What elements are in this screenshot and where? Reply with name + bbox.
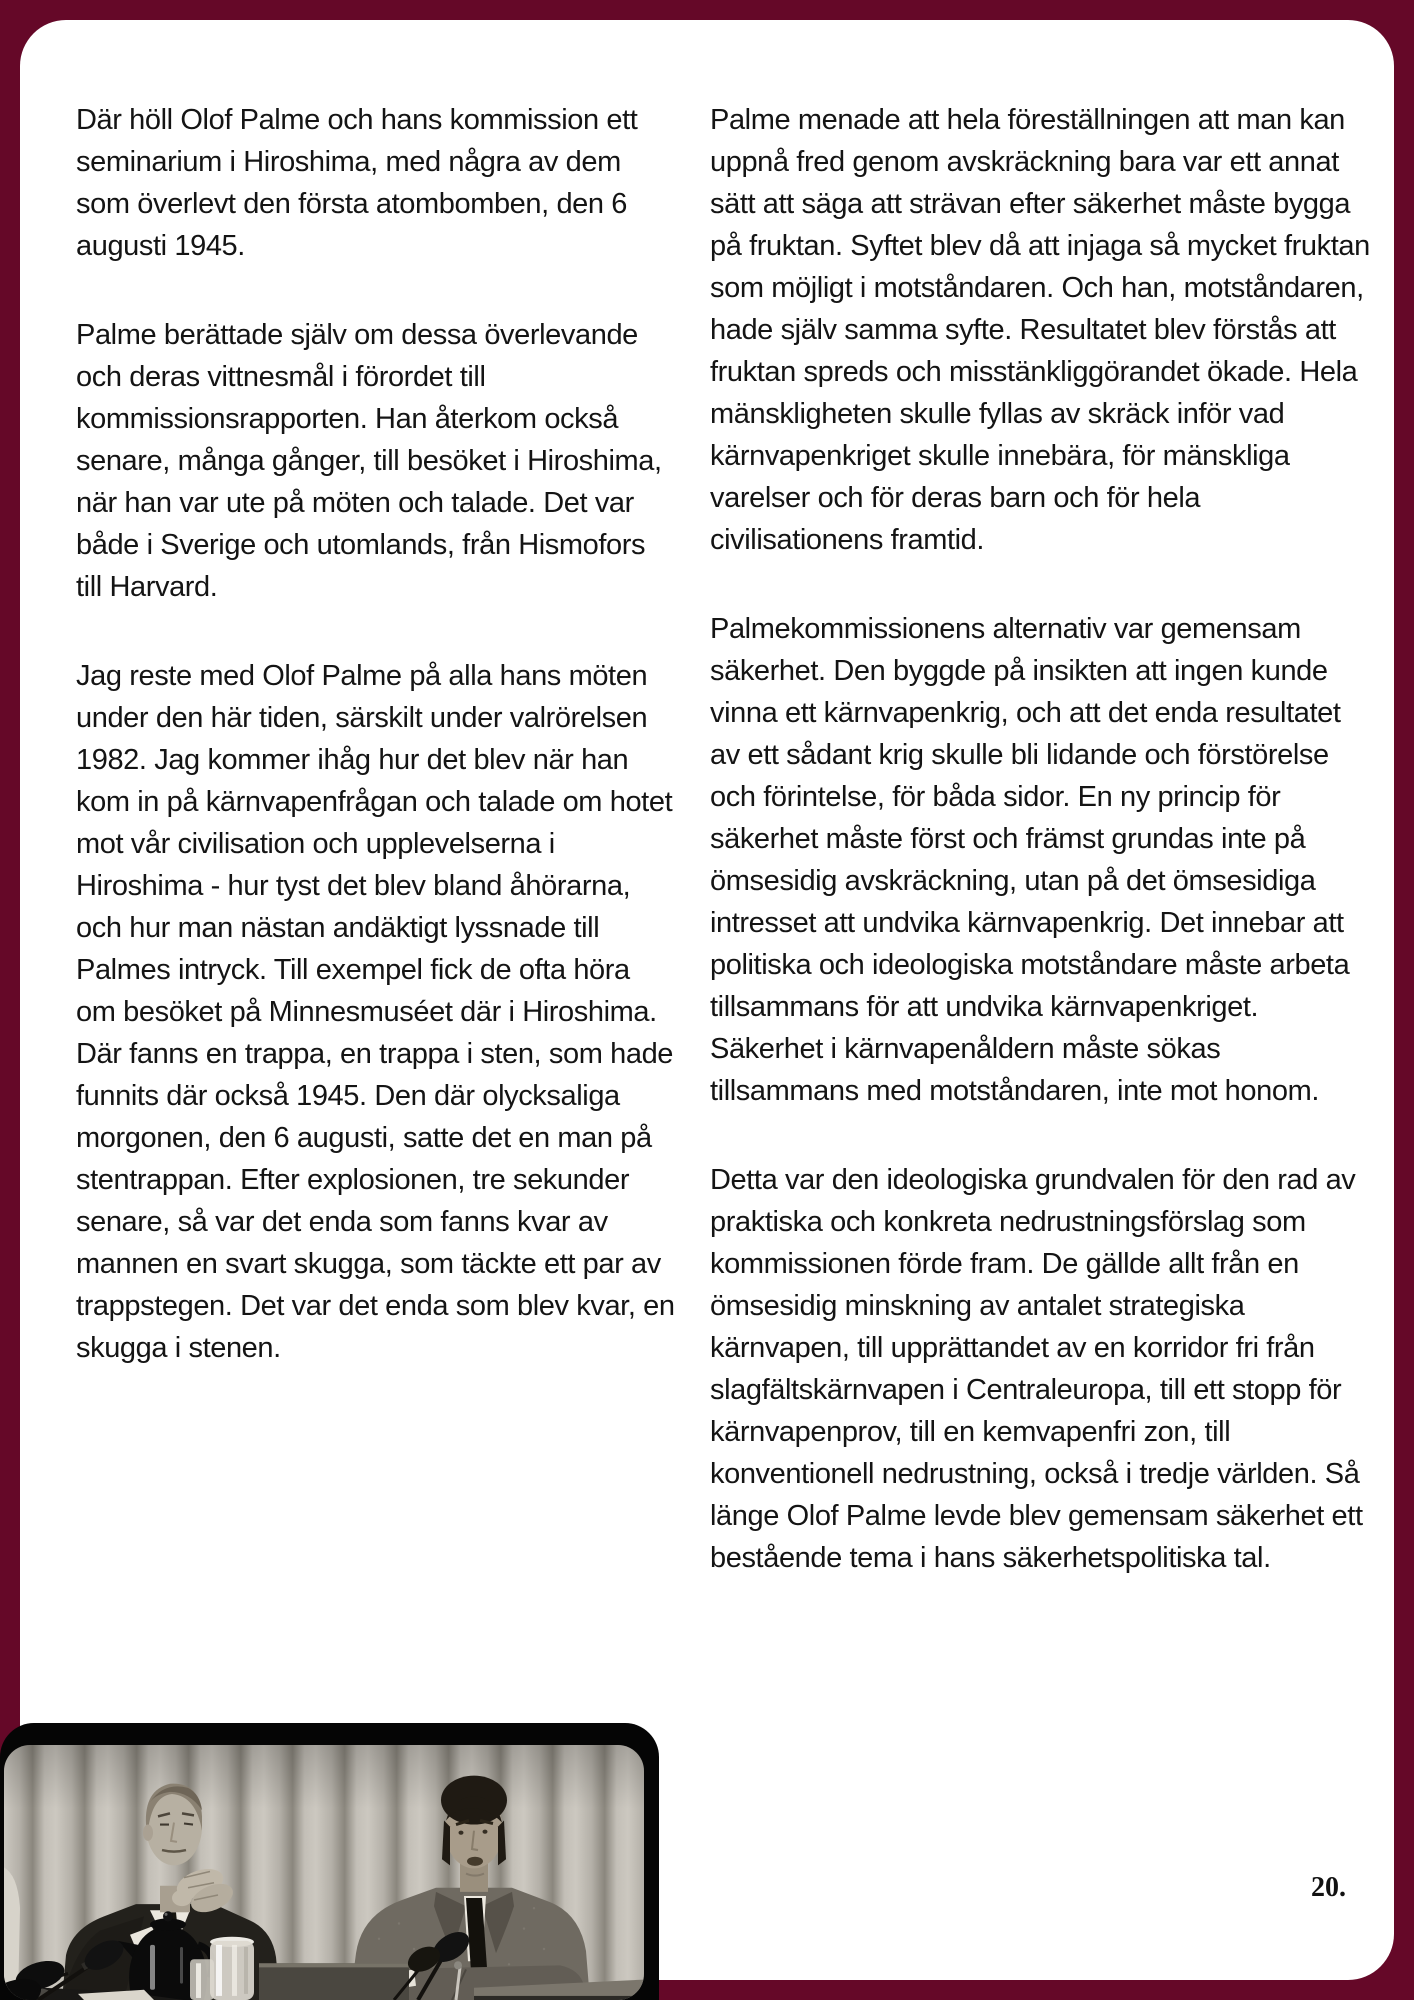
press-conference-photo <box>4 1745 644 2000</box>
body-paragraph: Där höll Olof Palme och hans kommission ett seminarium i Hiroshima, med några av dem som överlevt den första atombomben, den 6 augusti 1945. <box>76 104 638 262</box>
mouth <box>467 1857 483 1866</box>
body-paragraph: Palmekommissionens alternativ var gemensam säkerhet. Den byggde på insikten att ingen kunde vinna ett kärnvapenkrig, och att det enda resultatet av ett sådant krig skulle bli lidande och förstörelse och förintelse, för båda sidor. En ny princip för säkerhet måste först och främst grundas inte på ömsesidig avskräckning, utan på det ömsesidiga intresset att undvika kärnvapenkrig. Det innebar att politiska och ideologiska motståndare måste arbeta tillsammans för att undvika kärnvapenkriget. Säkerhet i kärnvapenåldern måste sökas tillsammans med motståndaren, inte mot honom. <box>710 613 1350 1107</box>
left-text-column <box>76 99 676 1369</box>
body-paragraph: Palme menade att hela föreställningen att man kan uppnå fred genom avskräckning bara var ett annat sätt att säga att strävan efter säkerhet måste bygga på fruktan. Syftet blev då att injaga så mycket fruktan som möjligt i motståndaren. Och han, motståndaren, hade själv samma syfte. Resultatet blev förstås att fruktan spreds och misstänkliggörandet ökade. Hela mänskligheten skulle fyllas av skräck inför vad kärnvapenkriget skulle innebära, för mänskliga varelser och för deras barn och för hela civilisationens framtid. <box>710 104 1370 556</box>
body-paragraph: Detta var den ideologiska grundvalen för den rad av praktiska och konkreta nedrustningsförslag som kommissionen förde fram. De gällde allt från en ömsesidig minskning av antalet strategiska kärnvapen, till upprättandet av en korridor fri från slagfältskärnvapen i Centraleuropa, till ett stopp för kärnvapenprov, till en kemvapenfri zon, till konventionell nedrustning, också i tredje världen. Så länge Olof Palme levde blev gemensam säkerhet ett bestående tema i hans säkerhetspolitiska tal. <box>710 1164 1363 1574</box>
right-text-column <box>710 99 1372 1579</box>
page-number: 20. <box>1311 1872 1346 1903</box>
press-conference-photo-illustration <box>4 1745 644 2000</box>
body-paragraph: Jag reste med Olof Palme på alla hans möten under den här tiden, särskilt under valrörelsen 1982. Jag kommer ihåg hur det blev när han kom in på kärnvapenfrågan och talade om hotet mot vår civilisation och upplevelserna i Hiroshima - hur tyst det blev bland åhörarna, och hur man nästan andäktigt lyssnade till Palmes intryck. Till exempel fick de ofta höra om besöket på Minnesmuséet där i Hiroshima. Där fanns en trappa, en trappa i sten, som hade funnits där också 1945. Den där olycksaliga morgonen, den 6 augusti, satte det en man på stentrappan. Efter explosionen, tre sekunder senare, så var det enda som fanns kvar av mannen en svart skugga, som täckte ett par av trappstegen. Det var det enda som blev kvar, en skugga i stenen. <box>76 660 675 1364</box>
press-conference-photo-frame <box>0 1723 659 2000</box>
body-paragraph: Palme berättade själv om dessa överlevande och deras vittnesmål i förordet till kommissionsrapporten. Han återkom också senare, många gånger, till besöket i Hiroshima, när han var ute på möten och talade. Det var både i Sverige och utomlands, från Hismofors till Harvard. <box>76 319 662 603</box>
